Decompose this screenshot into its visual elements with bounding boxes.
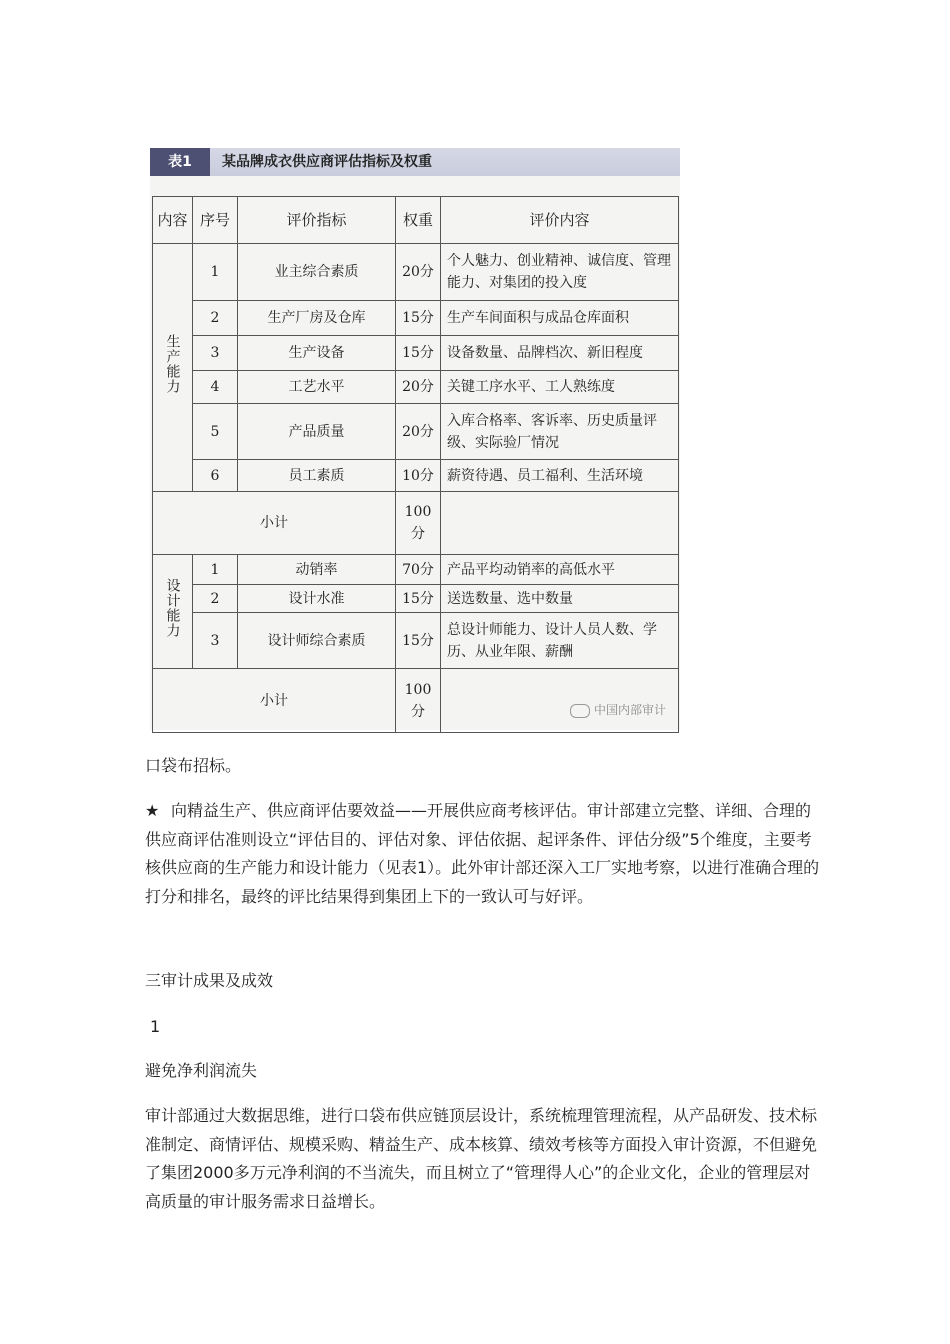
- no-cell: 1: [193, 244, 238, 301]
- table-tag: 表1: [150, 148, 210, 176]
- weight-cell: 15分: [396, 613, 441, 669]
- paragraph-text: 向精益生产、供应商评估要效益——开展供应商考核评估。审计部建立完整、详细、合理的供应商评估准则设立“评估目的、评估对象、评估依据、起评条件、评估分级”5个维度，主要考核供应商的生产能力和设计能力（见表1）。此外审计部还深入工厂实地考察，以进行准确合理的打分和排名，最终的评比结果得到集团上下的一致认可与好评。: [145, 801, 820, 906]
- indicator-cell: 设计师综合素质: [238, 613, 396, 669]
- table-row: [153, 555, 679, 585]
- weight-cell: 20分: [396, 371, 441, 404]
- paragraph-results: 审计部通过大数据思维，进行口袋布供应链顶层设计，系统梳理管理流程，从产品研发、技术标准制定、商情评估、规模采购、精益生产、成本核算、绩效考核等方面投入审计资源，不但避免了集团2000多万元净利润的不当流失，而且树立了“管理得人心”的企业文化，企业的管理层对高质量的审计服务需求日益增长。: [145, 1106, 818, 1211]
- table-header-row: [153, 197, 679, 244]
- header-cell: 权重: [396, 197, 441, 244]
- group-label-cell: [153, 244, 193, 492]
- no-cell: 2: [193, 585, 238, 613]
- indicator-cell: 动销率: [238, 555, 396, 585]
- weight-cell: 15分: [396, 585, 441, 613]
- table-row: [153, 613, 679, 669]
- subtotal-label: 小计: [153, 669, 396, 733]
- evaluation-table: [152, 196, 679, 733]
- paragraph-tender: 口袋布招标。: [145, 756, 242, 775]
- section-heading: 三审计成果及成效: [145, 971, 274, 990]
- table-row: [153, 371, 679, 404]
- table-caption: 某品牌成衣供应商评估指标及权重: [222, 154, 432, 170]
- no-cell: 1: [193, 555, 238, 585]
- subtotal-value: 100分: [396, 492, 441, 555]
- weight-cell: 15分: [396, 301, 441, 336]
- subtotal-row: [153, 492, 679, 555]
- table-row: [153, 585, 679, 613]
- indicator-cell: 员工素质: [238, 460, 396, 492]
- content-cell: 产品平均动销率的高低水平: [441, 555, 679, 585]
- content-cell: 生产车间面积与成品仓库面积: [441, 301, 679, 336]
- table-row: [153, 404, 679, 460]
- no-cell: 3: [193, 336, 238, 371]
- table-title-bar: [150, 148, 680, 176]
- weight-cell: 20分: [396, 244, 441, 301]
- group-label: 生产能力: [164, 334, 181, 394]
- table-row: [153, 244, 679, 301]
- content-cell: 个人魅力、创业精神、诚信度、管理能力、对集团的投入度: [441, 244, 679, 301]
- content-cell: 设备数量、品牌档次、新旧程度: [441, 336, 679, 371]
- weight-cell: 70分: [396, 555, 441, 585]
- weight-cell: 10分: [396, 460, 441, 492]
- no-cell: 5: [193, 404, 238, 460]
- group-label-cell: [153, 555, 193, 669]
- weight-cell: 15分: [396, 336, 441, 371]
- header-cell: 内容: [153, 197, 193, 244]
- no-cell: 4: [193, 371, 238, 404]
- indicator-cell: 生产厂房及仓库: [238, 301, 396, 336]
- subtotal-label: 小计: [153, 492, 396, 555]
- sub-heading: 避免净利润流失: [145, 1061, 258, 1080]
- table-row: [153, 336, 679, 371]
- indicator-cell: 工艺水平: [238, 371, 396, 404]
- table-row: [153, 460, 679, 492]
- group-label: 设计能力: [164, 578, 181, 638]
- indicator-cell: 产品质量: [238, 404, 396, 460]
- no-cell: 3: [193, 613, 238, 669]
- content-cell: 入库合格率、客诉率、历史质量评级、实际验厂情况: [441, 404, 679, 460]
- subtotal-value: 100分: [396, 669, 441, 733]
- indicator-cell: 设计水准: [238, 585, 396, 613]
- no-cell: 2: [193, 301, 238, 336]
- table-image: [150, 148, 680, 730]
- content-cell: 总设计师能力、设计人员人数、学历、从业年限、薪酬: [441, 613, 679, 669]
- watermark-text: 中国内部审计: [593, 703, 666, 717]
- indicator-cell: 生产设备: [238, 336, 396, 371]
- content-cell: 送选数量、选中数量: [441, 585, 679, 613]
- paragraph-supplier-evaluation: [145, 797, 820, 911]
- header-cell: 序号: [193, 197, 238, 244]
- wechat-icon: [570, 704, 590, 718]
- no-cell: 6: [193, 460, 238, 492]
- indicator-cell: 业主综合素质: [238, 244, 396, 301]
- table-row: [153, 301, 679, 336]
- watermark: [570, 701, 666, 718]
- weight-cell: 20分: [396, 404, 441, 460]
- empty-cell: [441, 492, 679, 555]
- header-cell: 评价内容: [441, 197, 679, 244]
- section-number: 1: [150, 1017, 161, 1036]
- content-cell: 关键工序水平、工人熟练度: [441, 371, 679, 404]
- header-cell: 评价指标: [238, 197, 396, 244]
- content-cell: 薪资待遇、员工福利、生活环境: [441, 460, 679, 492]
- star-icon: ★: [145, 801, 160, 820]
